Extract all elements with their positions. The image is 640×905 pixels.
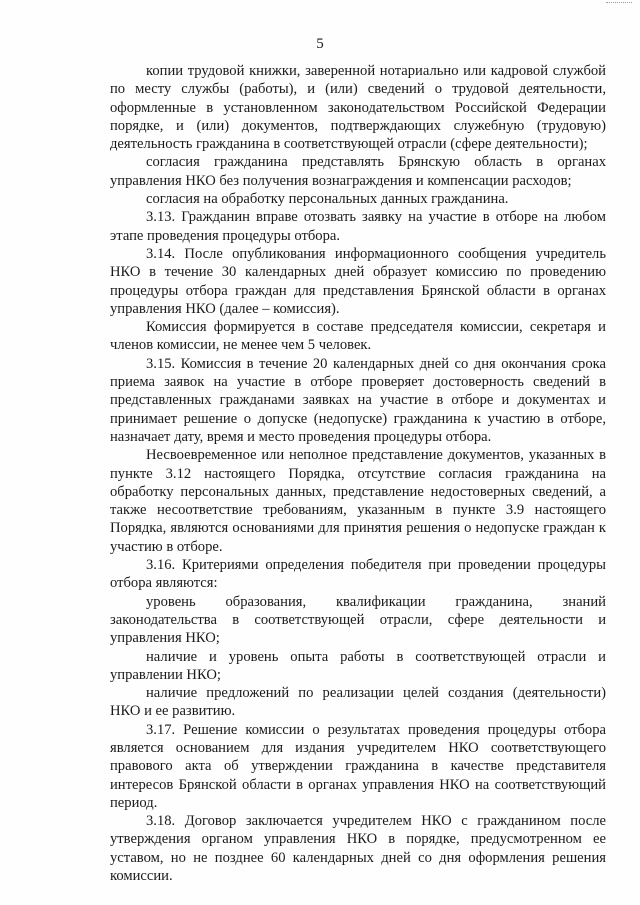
paragraph-3-18: 3.18. Договор заключается учредителем НКО с гражданином после утверждения органом управления НКО в порядке, предусмотренном ее уставом, но не позднее 60 календарных дней со дня оформления решения комиссии. bbox=[110, 813, 606, 885]
paragraph-consent-represent: согласия гражданина представлять Брянскую область в органах управления НКО без получения вознаграждения и компенсации расходов; bbox=[110, 154, 606, 189]
scan-corner-mark bbox=[606, 2, 632, 5]
paragraph-work-record-copies: копии трудовой книжки, заверенной нотариально или кадровой службой по месту службы (работы), и (или) сведений о трудовой деятельности, оформленные в установленном законодательством Российской Федерации порядке, и (или) документов, подтверждающих служебную (трудовую) деятельность гражданина в соответствующей отрасли (сфере деятельности); bbox=[110, 63, 606, 153]
paragraph-3-15: 3.15. Комиссия в течение 20 календарных дней со дня окончания срока приема заявок на участие в отборе проверяет достоверность сведений в представленных гражданами заявках на участие в отборе и документах и принимает решение о допуске (недопуске) гражданина к участию в отборе, назначает дату, время и место проведения процедуры отбора. bbox=[110, 355, 606, 445]
paragraph-3-16: 3.16. Критериями определения победителя при проведении процедуры отбора являются: bbox=[110, 557, 606, 592]
paragraph-consent-personal-data: согласия на обработку персональных данных гражданина. bbox=[146, 191, 509, 208]
page-number: 5 bbox=[316, 36, 324, 52]
paragraph-rejection-grounds: Несвоевременное или неполное представление документов, указанных в пункте 3.12 настоящего Порядка, отсутствие согласия гражданина на обработку персональных данных, представление недостоверных сведений, а также несоответствие требованиям, указанным в пункте 3.9 настоящего Порядка, являются основаниями для принятия решения о недопуске граждан к участию в отборе. bbox=[110, 447, 606, 555]
paragraph-3-17: 3.17. Решение комиссии о результатах проведения процедуры отбора является основанием для издания учредителем НКО соответствующего правового акта об утверждении гражданина в качестве представителя интересов Брянской области в органах управления НКО на соответствующий период. bbox=[110, 721, 606, 811]
paragraph-commission-composition: Комиссия формируется в составе председателя комиссии, секретаря и членов комиссии, не менее чем 5 человек. bbox=[110, 319, 606, 354]
paragraph-3-13: 3.13. Гражданин вправе отозвать заявку на участие в отборе на любом этапе проведения процедуры отбора. bbox=[110, 209, 606, 244]
paragraph-criterion-experience: наличие и уровень опыта работы в соответствующей отрасли и управлении НКО; bbox=[110, 648, 606, 683]
paragraph-criterion-proposals: наличие предложений по реализации целей создания (деятельности) НКО и ее развитию. bbox=[110, 685, 606, 720]
paragraph-3-14: 3.14. После опубликования информационного сообщения учредитель НКО в течение 30 календарных дней образует комиссию по проведению процедуры отбора граждан для представления Брянской области в органах управления НКО (далее – комиссия). bbox=[110, 245, 606, 317]
document-body bbox=[110, 62, 606, 885]
paragraph-criterion-education: уровень образования, квалификации гражданина, знаний законодательства в соответствующей отрасли, сфере деятельности и управления НКО; bbox=[110, 593, 606, 647]
